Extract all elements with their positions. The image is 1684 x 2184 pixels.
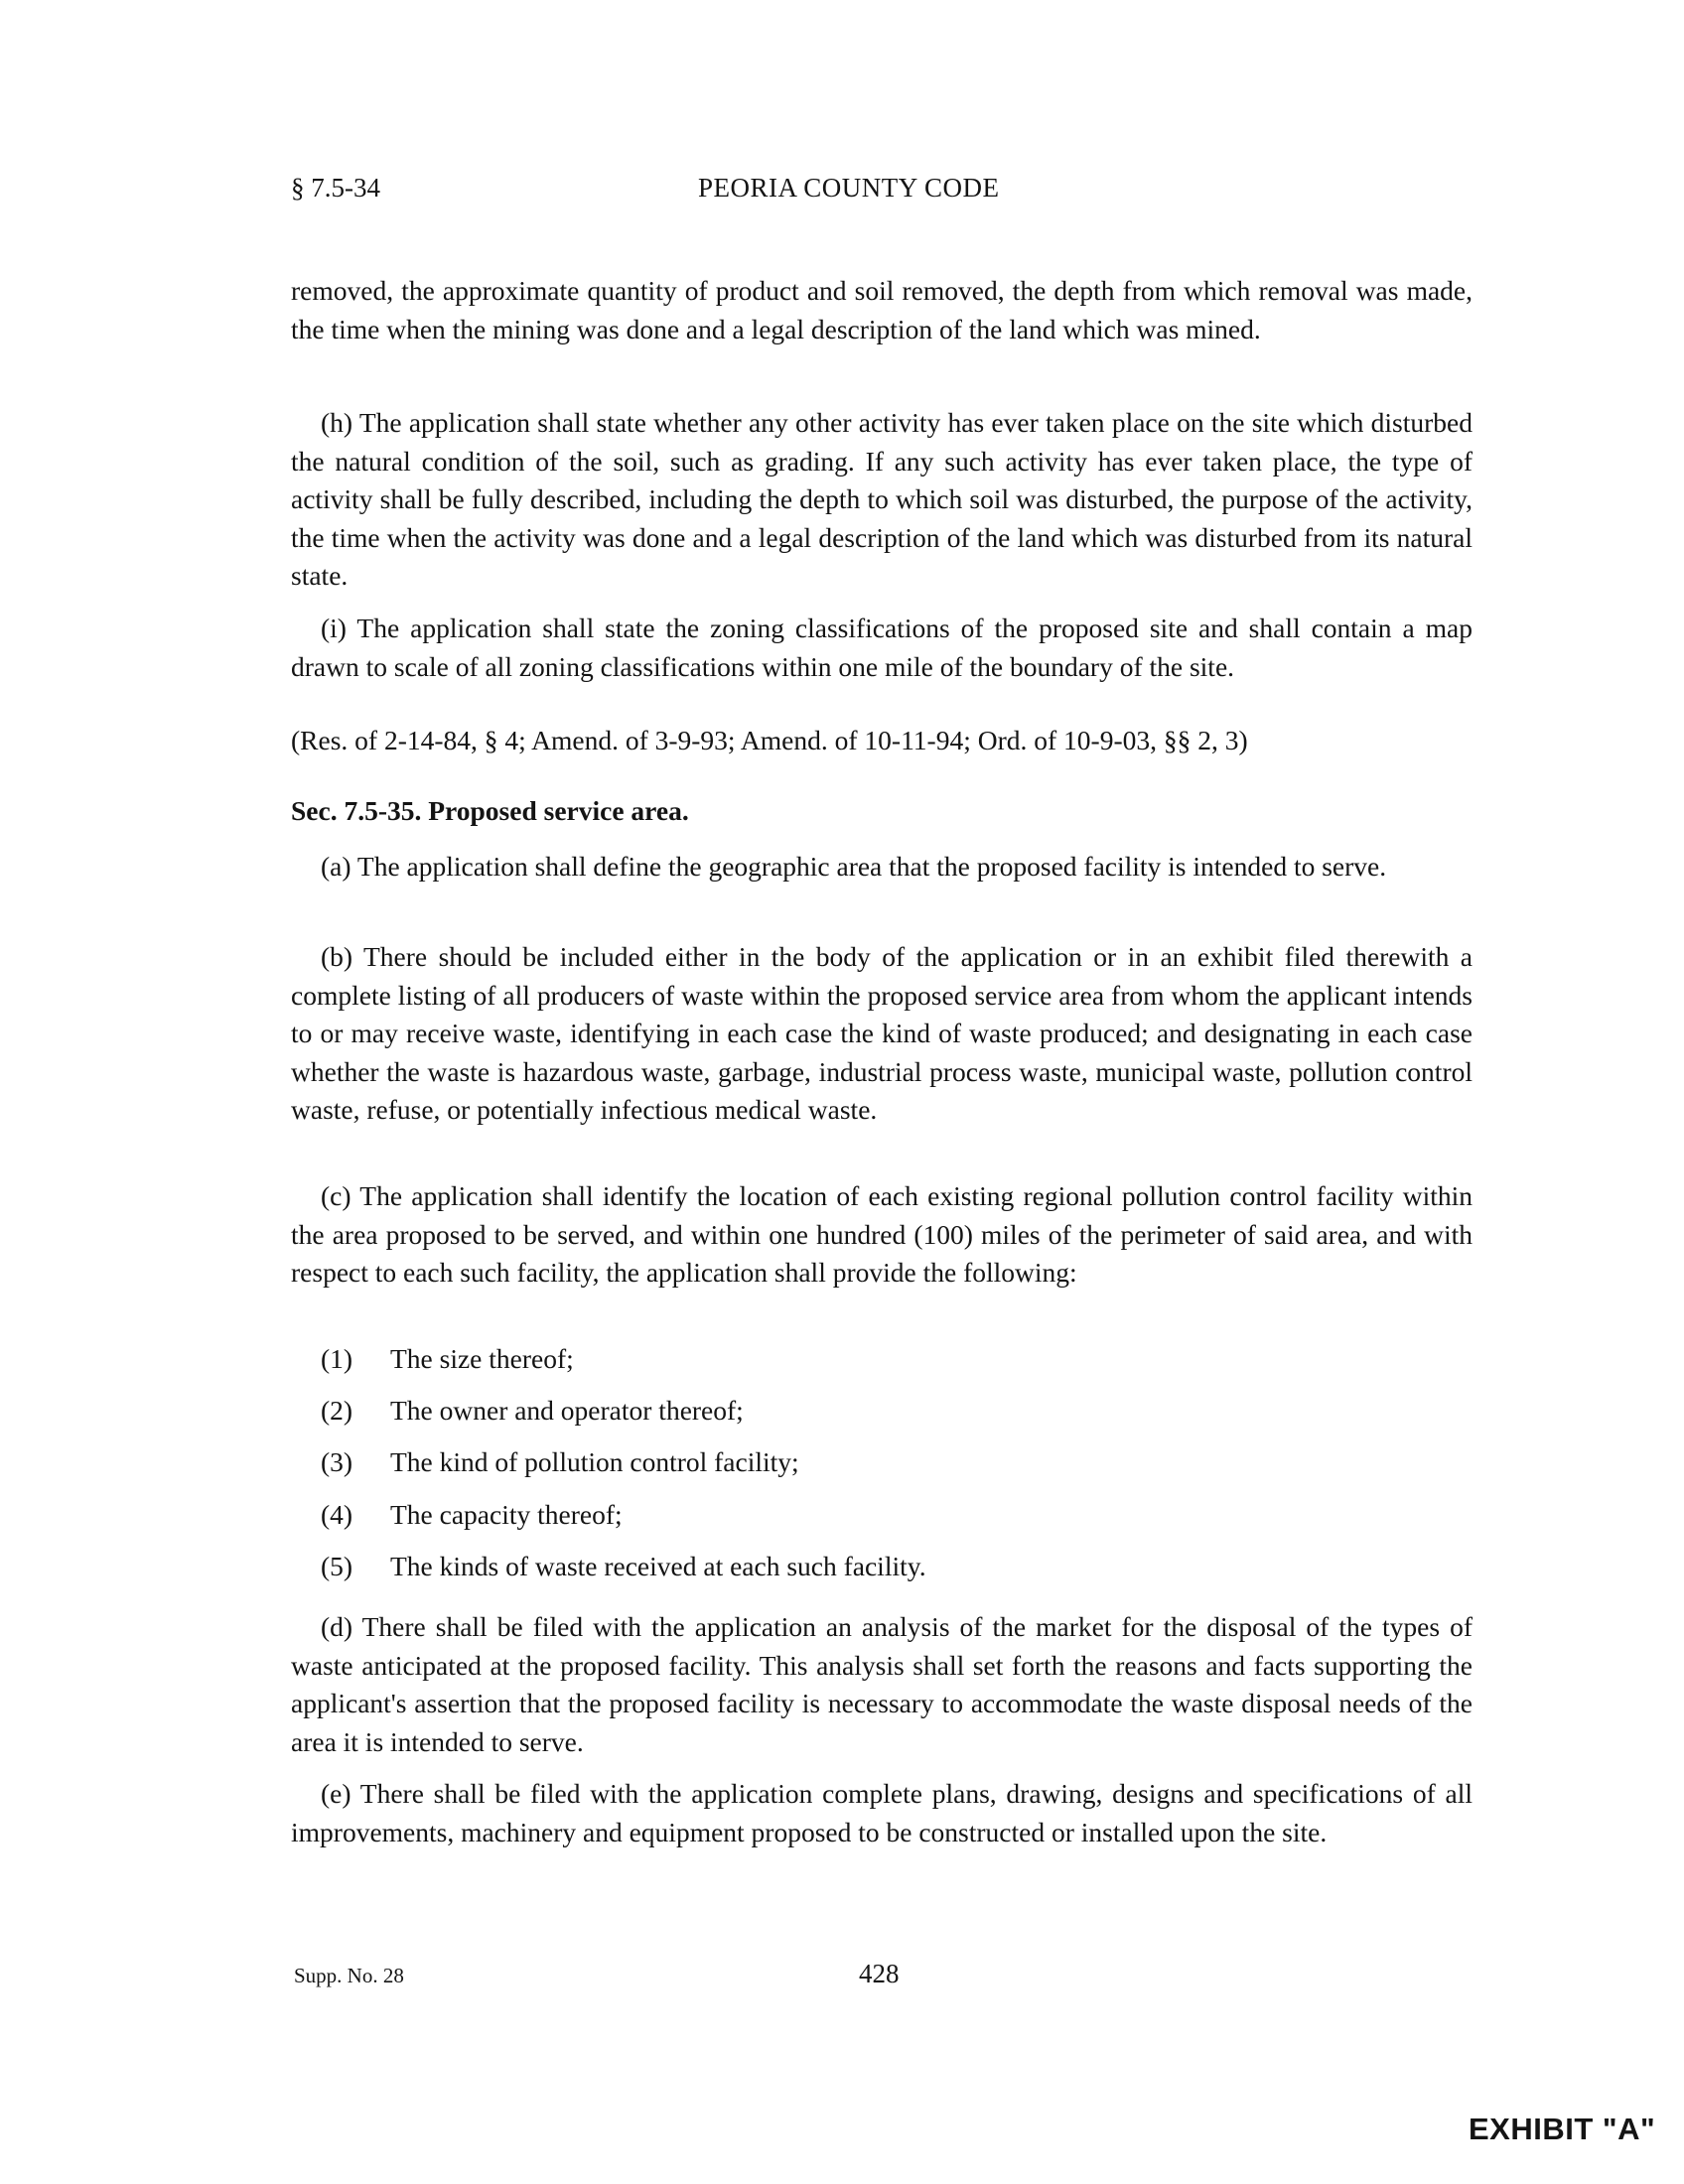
list-item-text: The capacity thereof; xyxy=(390,1499,623,1530)
exhibit-stamp: EXHIBIT "A" xyxy=(1469,2112,1656,2146)
list-item-number: (1) xyxy=(321,1343,353,1374)
page-number: 428 xyxy=(859,1959,900,1988)
paragraph-c-text: (c) The application shall identify the location of each existing regional pollution control facility within the area proposed to be served, and within one hundred (100) miles of the perimeter of said area, and with respect to each such facility, the application shall provide the following: xyxy=(291,1180,1473,1288)
header-title: PEORIA COUNTY CODE xyxy=(698,173,1000,203)
list-item-number: (2) xyxy=(321,1395,353,1426)
paragraph-d-text: (d) There shall be filed with the application an analysis of the market for the disposal of the types of waste anticipated at the proposed facility. This analysis shall set forth the reasons and facts supporting the applicant's assertion that the proposed facility is necessary to accommodate the waste disposal needs of the area it is intended to serve. xyxy=(291,1611,1473,1757)
paragraph-b-text: (b) There should be included either in the body of the application or in an exhibit filed therewith a complete listing of all producers of waste within the proposed service area from whom the applicant intends to or may receive waste, identifying in each case the kind of waste produced; and designating in each case whether the waste is hazardous waste, garbage, industrial process waste, municipal waste, pollution control waste, refuse, or potentially infectious medical waste. xyxy=(291,941,1473,1125)
paragraph-c xyxy=(291,1177,1473,1293)
paragraph-i xyxy=(291,610,1473,686)
paragraph-a xyxy=(291,848,1473,887)
paragraph-i-text: (i) The application shall state the zoning classifications of the proposed site and shall contain a map drawn to scale of all zoning classifications within one mile of the boundary of the site. xyxy=(291,613,1473,682)
paragraph-a-text: (a) The application shall define the geographic area that the proposed facility is intended to serve. xyxy=(321,851,1387,882)
paragraph-continuation: removed, the approximate quantity of product and soil removed, the depth from which removal was made, the time when the mining was done and a legal description of the land which was mined. xyxy=(291,275,1473,344)
list-item-text: The kind of pollution control facility; xyxy=(390,1446,799,1477)
header-section-number: § 7.5-34 xyxy=(291,173,380,203)
paragraph-h-text: (h) The application shall state whether any other activity has ever taken place on the site which disturbed the natural condition of the soil, such as grading. If any such activity has ever taken place, the type of activity shall be fully described, including the depth to which soil was disturbed, the purpose of the activity, the time when the activity was done and a legal description of the land which was disturbed from its natural state. xyxy=(291,407,1473,591)
footer-supplement: Supp. No. 28 xyxy=(294,1964,404,1987)
list-item-number: (3) xyxy=(321,1446,353,1477)
list-item-text: The size thereof; xyxy=(390,1343,574,1374)
list-item-number: (5) xyxy=(321,1551,353,1581)
list-item-text: The kinds of waste received at each such facility. xyxy=(390,1551,926,1581)
paragraph-b xyxy=(291,938,1473,1130)
paragraph-d xyxy=(291,1608,1473,1761)
paragraph-h xyxy=(291,404,1473,596)
paragraph-e xyxy=(291,1775,1473,1851)
list-item xyxy=(321,1446,799,1478)
history-citation: (Res. of 2-14-84, § 4; Amend. of 3-9-93; Amend. of 10-11-94; Ord. of 10-9-03, §§ 2, 3) xyxy=(291,725,1248,755)
list-item xyxy=(321,1343,574,1375)
list-item xyxy=(321,1551,926,1582)
list-item-text: The owner and operator thereof; xyxy=(390,1395,744,1426)
paragraph-e-text: (e) There shall be filed with the application complete plans, drawing, designs and specifications of all improvements, machinery and equipment proposed to be constructed or installed upon the site. xyxy=(291,1778,1473,1847)
list-item xyxy=(321,1499,623,1531)
section-heading: Sec. 7.5-35. Proposed service area. xyxy=(291,795,689,826)
list-item xyxy=(321,1395,744,1427)
list-item-number: (4) xyxy=(321,1499,353,1530)
